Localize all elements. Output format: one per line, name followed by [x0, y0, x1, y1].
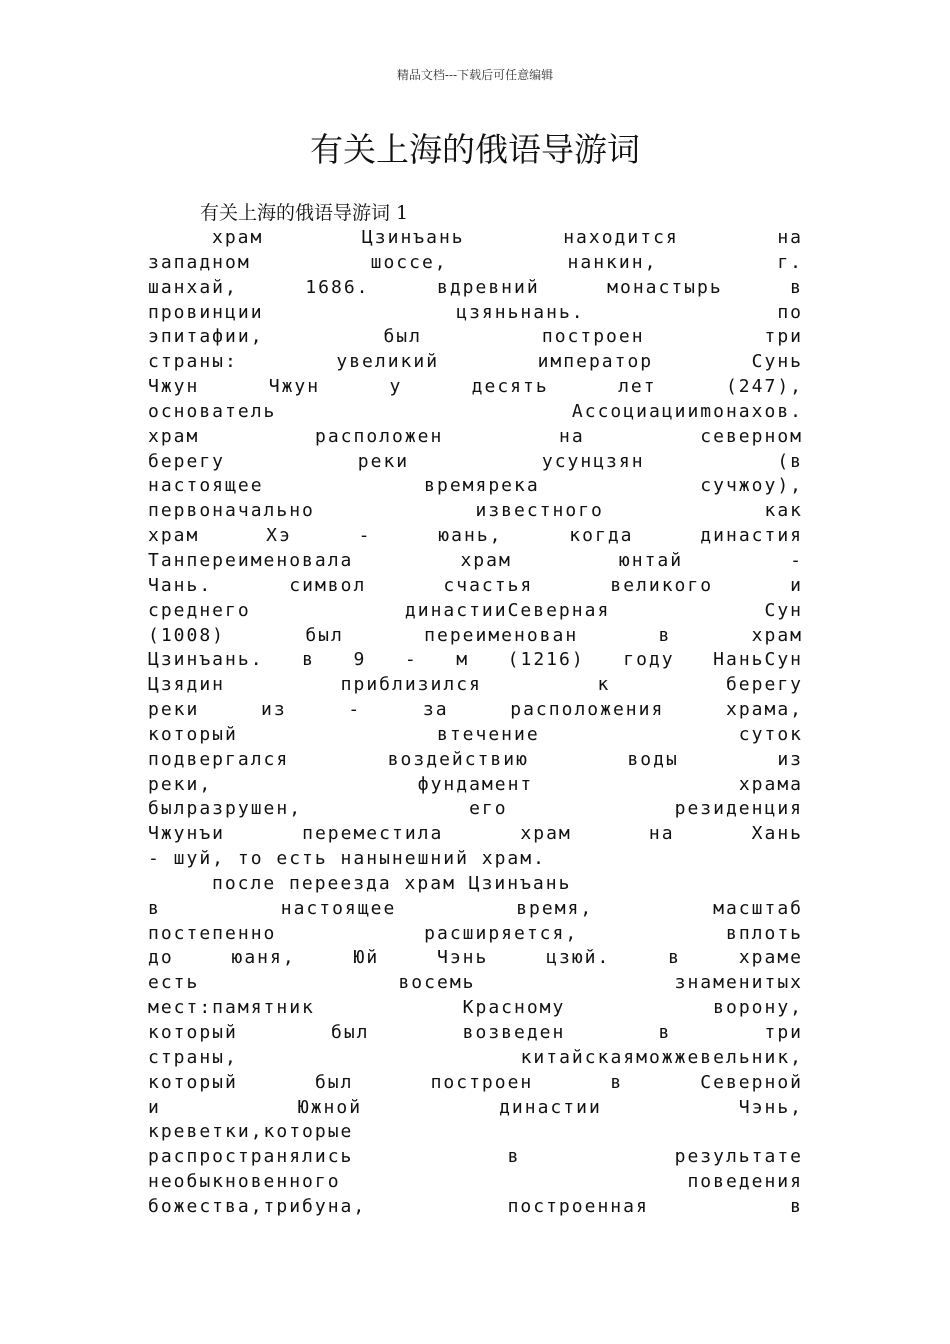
- text-line: божества,трибуна, построенная в: [148, 1195, 803, 1217]
- text-line: есть восемь знаменитых: [148, 972, 803, 994]
- text-line: Цзядин приблизился к берегу: [148, 674, 803, 696]
- text-line: в настоящее время, масштаб: [148, 897, 803, 919]
- text-line: подвергался воздействию воды из: [148, 748, 803, 770]
- text-line: настоящее времярека сучжоу),: [148, 475, 803, 497]
- text-line: и Южной династии Чэнь,: [148, 1096, 803, 1118]
- text-line: Чань. символ счастья великого и: [148, 574, 803, 596]
- document-title: 有关上海的俄语导游词: [310, 130, 640, 169]
- text-line: - шуй, то есть нанынешний храм.: [148, 848, 546, 870]
- text-line: среднего династииСеверная Сун: [148, 599, 803, 621]
- document-body: [148, 226, 803, 1220]
- text-line: после переезда храм Цзинъань: [212, 872, 572, 894]
- text-line: западном шоссе, нанкин, г.: [148, 251, 803, 273]
- text-line: реки, фундамент храма: [148, 773, 803, 795]
- text-line: первоначально известного как: [148, 500, 803, 522]
- text-line: провинции цзяньнань. по: [148, 301, 803, 323]
- text-line: страны: увеликий император Сунь: [148, 351, 803, 373]
- section-heading: 有关上海的俄语导游词 1: [200, 202, 409, 224]
- text-line: Танпереименовала храм юнтай -: [148, 549, 803, 571]
- text-line: который был возведен в три: [148, 1022, 803, 1043]
- text-line: реки из - за расположения храма,: [148, 699, 803, 721]
- text-line: былразрушен, его резиденция: [148, 798, 803, 820]
- text-line: постепенно расширяется, вплоть: [148, 922, 803, 944]
- text-line: необыкновенного поведения: [148, 1171, 803, 1193]
- text-line: (1008) был переименован в храм: [148, 624, 803, 646]
- text-line: берегу реки усунцзян (в: [148, 450, 803, 472]
- text-line: шанхай, 1686. вдревний монастырь в: [148, 276, 803, 298]
- text-line: Чжун Чжун у десять лет (247),: [148, 376, 803, 398]
- text-line: эпитафии, был построен три: [148, 326, 803, 348]
- text-line: страны, китайскаяможжевельник,: [148, 1046, 803, 1068]
- text-line: храм Цзинъань находится на: [212, 227, 803, 248]
- text-line: креветки,которые: [148, 1121, 354, 1143]
- text-line: до юаня, Юй Чэнь цзюй. в храме: [148, 947, 803, 969]
- text-line: распространялись в результате: [148, 1146, 803, 1168]
- text-line: Чжунъи переместила храм на Хань: [148, 823, 803, 845]
- text-line: храм Хэ - юань, когда династия: [148, 525, 803, 547]
- page-header: 精品文档---下载后可任意编辑: [396, 68, 554, 82]
- text-line: основатель Ассоциацииmонахов.: [148, 400, 803, 422]
- text-line: храм расположен на северном: [148, 425, 803, 447]
- text-line: мест:памятник Красному ворону,: [148, 997, 803, 1019]
- text-line: который втечение суток: [148, 723, 803, 745]
- text-line: Цзинъань. в 9 - м (1216) году НаньСун: [148, 649, 803, 671]
- text-line: который был построен в Северной: [148, 1071, 803, 1093]
